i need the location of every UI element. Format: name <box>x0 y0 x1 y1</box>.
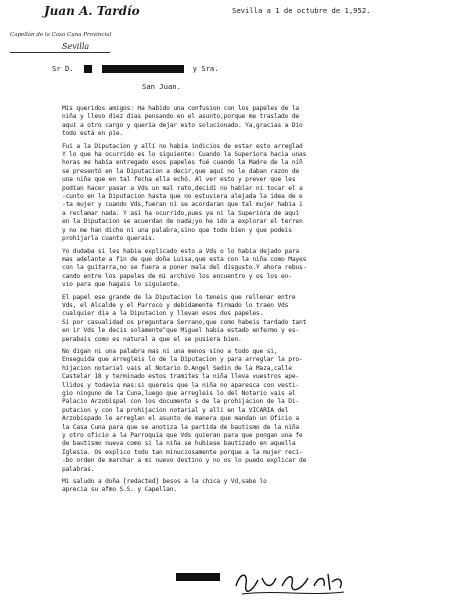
letter-line: la Casa Cuna para que se anotiza la partida de bautismo de la niña <box>62 423 300 431</box>
letter-line: Enseguida que arregleis lo de la Diputacion y para arreglar la pro- <box>62 356 303 364</box>
letterhead-name: Juan A. Tardío <box>44 4 140 18</box>
letter-line: Si por casualidad os preguntara Serrano,que como habeis tardado tant <box>62 318 307 326</box>
letter-line: Arzobispado le arreglan el asunto de manera que mandan un Oficio a <box>62 415 300 423</box>
letterhead-rule <box>10 52 110 53</box>
letter-date: Sevilla a 1 de octubre de 1,952. <box>232 6 371 15</box>
letter-line: cando entre los papeles de mi archivo los encuentro y os los en- <box>62 272 292 280</box>
redaction-mark <box>102 65 184 73</box>
letter-line: Fui a la Diputacion y allí no había indicios de estar esto arreglad <box>62 142 303 150</box>
letter-line: Y lo que ha ocurrido es lo siguiente: Cuando la Superiora hacia unas <box>62 151 307 159</box>
letter-paragraph <box>62 294 440 344</box>
letter-line: una niña que en tal fecha ella echó. Al ver esto y prever que les <box>62 176 296 184</box>
letter-line: aquí a otro cargo y quería dejar esto solucionado. Ya,gracias a Dio <box>62 121 303 129</box>
letter-line: Mi saludo a doña [redacted] besos a la chica y Vd,sabe lo <box>62 478 267 486</box>
letter-line: hijacion notarial vais al Notario D.Angel Sedin de la Maza,calle <box>62 364 292 372</box>
letterhead-city: Sevilla <box>62 42 90 51</box>
letter-line: de bautismo nueva como si la niña se hubiese bautizado en aquella <box>62 440 296 448</box>
letter-line: El papel ese grande de la Diputacion lo teneis que rellenar entre <box>62 293 296 301</box>
letter-line: prohijarla cuanto querais. <box>62 235 156 243</box>
letter-paragraph <box>62 143 440 244</box>
letter-line: perabais como es natural a que el se pusiera bien. <box>62 335 242 343</box>
letter-line: niña y llevo diez dias pensando en el asunto,porque me traslado de <box>62 113 300 121</box>
redaction-mark <box>176 573 220 581</box>
letter-line: y otro oficio a la Parroquia que Vds quieran para que pongan una fe <box>62 432 303 440</box>
letter-line: en la Diputacion se acuerdan de nada;yo he ido a explorar el terren <box>62 218 303 226</box>
letter-line: -cunto en la Diputacion hasta que no estuviera alejada la idea de e <box>62 193 303 201</box>
letter-line: Vds, el Alcalde y el Parroco y debidamente firmado lo traen Vds <box>62 301 289 309</box>
letter-line: Palacio Arzobispal con los documento s de la prohijacion de la Di- <box>62 398 300 406</box>
redaction-mark <box>84 65 92 73</box>
letter-paragraph <box>62 105 440 139</box>
letter-line: a reclamar nada. Y asi ha ocurrido,pues ya ni la Superiora de aquí <box>62 209 300 217</box>
letter-line: Iglesia. Os explico todo tan minuciosamente porque a la mujer reci- <box>62 448 303 456</box>
letter-line: podían hacer pasar a Vds un mal rato,decidí no hablar ni tocar el a <box>62 184 303 192</box>
signature-scrawl <box>232 566 352 598</box>
signature <box>232 566 352 598</box>
letter-line: cualquier dia a la Diputacion y llevan esos dos papeles. <box>62 310 264 318</box>
letter-line: palabras. <box>62 465 95 473</box>
letter-body <box>62 105 440 499</box>
letter-line: -ta mujer y cuando Vds,fueran ni se acordaran que tal mujer habia i <box>62 201 303 209</box>
recipient-city: San Juan. <box>142 82 181 91</box>
letter-line: Yo dudaba si les habia explicado esto a Vds o lo habia dejado para <box>62 247 300 255</box>
letter-paragraph <box>62 478 440 495</box>
letter-line: vio para que hagais lo siguiente. <box>62 281 181 289</box>
recipient-suffix: y Sra. <box>192 64 219 73</box>
letter-line: Mis queridos amigos: Ha habido una confusion con los papeles de la <box>62 105 300 112</box>
letterhead-title: Capellán de la Casa Cuna Provincial <box>10 32 112 38</box>
letter-line: -bo orden de marchar a mi nuevo destino y no os lo puedo explicar de <box>62 457 307 465</box>
letter-line: y no me han dicho ni una palabra,sino que todo bien y que podeis <box>62 226 292 234</box>
letter-line: mas adelante a fin de que doña Luisa,que esta con la niña como Mayes <box>62 255 307 263</box>
letter-paragraph <box>62 248 440 290</box>
letter-line: No digan ni una palabra mas ni una menos sino a todo que si, <box>62 347 278 355</box>
letter-line: con la guitarra,no se fuera a poner mala del disgusto.Y ahora rebus- <box>62 264 307 272</box>
letter-line: llidos y todavia mas:si quereis que la niña no aparesca con vesti- <box>62 381 300 389</box>
recipient-line <box>52 64 219 73</box>
letter-line: putacion y con la prohijacion notarial y alli en la VICARIA del <box>62 406 289 414</box>
letter-line: gio ninguno de la Cuna,luego que arregleis lo del Notario vais al <box>62 390 296 397</box>
letter-line: aprecia su afmo S.S. y Capellan. <box>62 486 177 494</box>
recipient-prefix: Sr D. <box>52 64 74 73</box>
letter-line: en ir Vds le decis solamente"que Miguel habia estado enfermo y es- <box>62 327 300 335</box>
letter-line: Castelar 18 y terminado estos tramites la niña lleva vuestros ape- <box>62 373 300 381</box>
letter-line: se presentó en la Diputacion a decir,que aquí no le daban razon de <box>62 167 300 175</box>
letter-line: horas me había entregado esos papeles fué cuando la Madre de la niñ <box>62 159 303 167</box>
letter-paragraph <box>62 348 440 474</box>
letter-line: todo está en pie. <box>62 130 124 138</box>
